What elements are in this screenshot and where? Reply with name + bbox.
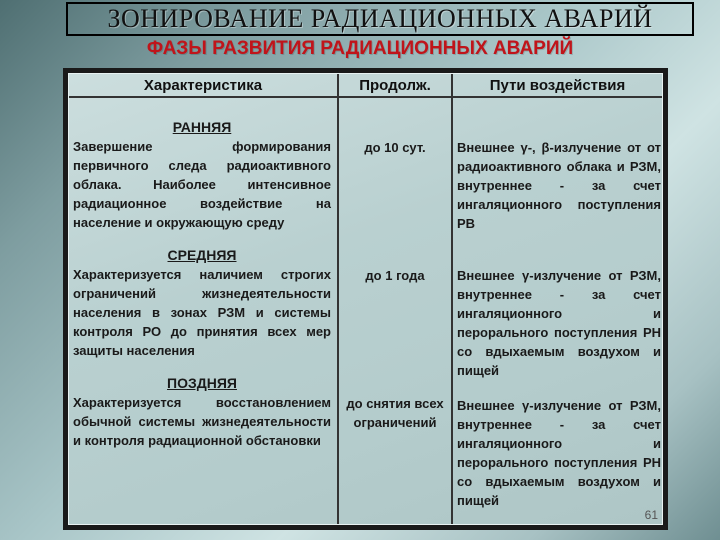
table-row-late-pathways: Внешнее γ-излучение от РЗМ, внутреннее - за счет ингаляционного и перорального поступления РН со вдыхаемым воздухом и пищей [457,398,661,508]
phase-label-middle: СРЕДНЯЯ [167,247,237,263]
header-pathways: Пути воздействия [489,76,626,94]
table-row-middle-pathways: Внешнее γ-излучение от РЗМ, внутреннее - за счет ингаляционного и перорального поступления РН со вдыхаемым воздухом и пищей [457,268,661,378]
column-divider-1 [337,74,339,524]
phase-label-early: РАННЯЯ [172,119,232,135]
header-duration: Продолж. [359,76,431,94]
characteristic-text: Характеризуется наличием строгих ограничений жизнедеятельности населения в зонах РЗМ и системы контроля РО до принятия всех мер защиты населения [73,267,331,358]
header-characteristic: Характеристика [143,76,263,94]
table-row-middle-characteristic [73,246,331,360]
page-number: 61 [644,508,658,522]
characteristic-text: Завершение формирования первичного следа радиоактивного облака. Наиболее интенсивное радиационное воздействие на население и окружающую среду [73,139,331,230]
table-header [69,74,662,98]
phases-table [68,73,663,525]
characteristic-text: Характеризуется восстановлением обычной системы жизнедеятельности и контроля радиационной обстановки [73,395,331,448]
column-divider-2 [451,74,453,524]
slide-title: ЗОНИРОВАНИЕ РАДИАЦИОННЫХ АВАРИЙ [107,4,653,33]
table-frame [63,68,668,530]
table-row-middle-duration: до 1 года [365,268,425,283]
phase-label-late: ПОЗДНЯЯ [167,375,237,391]
table-row-early-characteristic [73,118,331,232]
slide-title-box [66,2,694,36]
table-row-early-pathways: Внешнее γ-, β-излучение от от радиоактивного облака и РЗМ, внутреннее - за счет ингаляционного поступления РВ [457,140,661,231]
table-row-late-duration: до снятия всех ограничений [346,396,444,430]
table-row-late-characteristic [73,374,331,450]
table-row-early-duration: до 10 сут. [364,140,426,155]
slide-subtitle: ФАЗЫ РАЗВИТИЯ РАДИАЦИОННЫХ АВАРИЙ [146,38,574,59]
